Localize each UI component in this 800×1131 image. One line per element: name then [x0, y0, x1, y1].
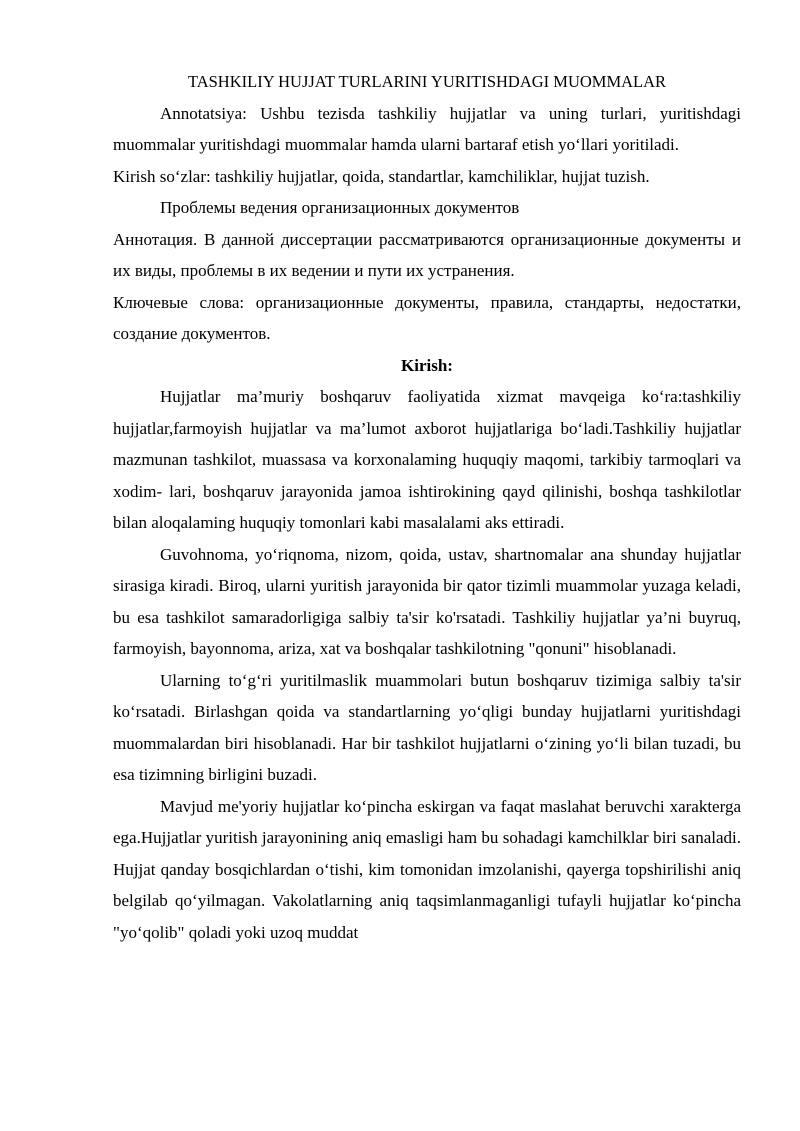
keywords-uz: Kirish so‘zlar: tashkiliy hujjatlar, qoida, standartlar, kamchiliklar, hujjat tuzish.	[113, 166, 650, 186]
paragraph: Hujjatlar ma’muriy boshqaruv faoliyatida xizmat mavqeiga ko‘ra:tashkiliy hujjatlar,farmoyish hujjatlar va ma’lumot axborot hujjatlariga bo‘ladi.Tashkiliy hujjatlar mazmunan tashkilot, muassasa va korxonalaming huquqiy maqomi, tarkibiy tarmoqlari va xodim- lari, boshqaruv jarayonida jamoa ishtirokining qayd qilinishi, boshqa tashkilotlar bilan aloqalaming huquqiy tomonlari kabi masalalami aks ettiradi.	[113, 387, 741, 532]
keywords-ru: Ключевые слова: организационные документы, правила, стандарты, недостатки, создание документов.	[113, 292, 741, 343]
document-title: TASHKILIY HUJJAT TURLARINI YURITISHDAGI MUOMMALAR	[187, 72, 667, 91]
title-ru: Проблемы ведения организационных документов	[160, 198, 520, 217]
section-heading: Kirish:	[401, 355, 453, 375]
annotation-ru: Аннотация. В данной диссертации рассматриваются организационные документы и их виды, проблемы в их ведении и пути их устранения.	[113, 229, 741, 280]
annotation-uz: Annotatsiya: Ushbu tezisda tashkiliy hujjatlar va uning turlari, yuritishdagi muommalar yuritishdagi muommalar hamda ularni bartaraf etish yo‘llari yoritiladi.	[113, 103, 741, 154]
document-page	[113, 66, 741, 948]
paragraph: Mavjud me'yoriy hujjatlar ko‘pincha eskirgan va faqat maslahat beruvchi xarakterga ega.Hujjatlar yuritish jarayonining aniq emasligi ham bu sohadagi kamchilklar biri sanaladi. Hujjat qanday bosqichlardan o‘tishi, kim tomonidan imzolanishi, qayerga topshirilishi aniq belgilab qo‘yilmagan. Vakolatlarning aniq taqsimlanmaganligi tufayli hujjatlar ko‘pincha "yo‘qolib" qoladi yoki uzoq muddat	[113, 796, 741, 942]
paragraph: Ularning to‘g‘ri yuritilmaslik muammolari butun boshqaruv tizimiga salbiy ta'sir ko‘rsatadi. Birlashgan qoida va standartlarning yo‘qligi bunday hujjatlarni yuritishdagi muommalardan biri hisoblanadi. Har bir tashkilot hujjatlarni o‘zining yo‘li bilan tuzadi, bu esa tizimning birligini buzadi.	[113, 670, 741, 784]
paragraph: Guvohnoma, yo‘riqnoma, nizom, qoida, ustav, shartnomalar ana shunday hujjatlar sirasiga kiradi. Biroq, ularni yuritish jarayonida bir qator tizimli muammolar yuzaga keladi, bu esa tashkilot samaradorligiga salbiy ta'sir ko'rsatadi. Tashkiliy hujjatlar ya’ni buyruq, farmoyish, bayonnoma, ariza, xat va boshqalar tashkilotning "qonuni" hisoblanadi.	[113, 544, 741, 658]
